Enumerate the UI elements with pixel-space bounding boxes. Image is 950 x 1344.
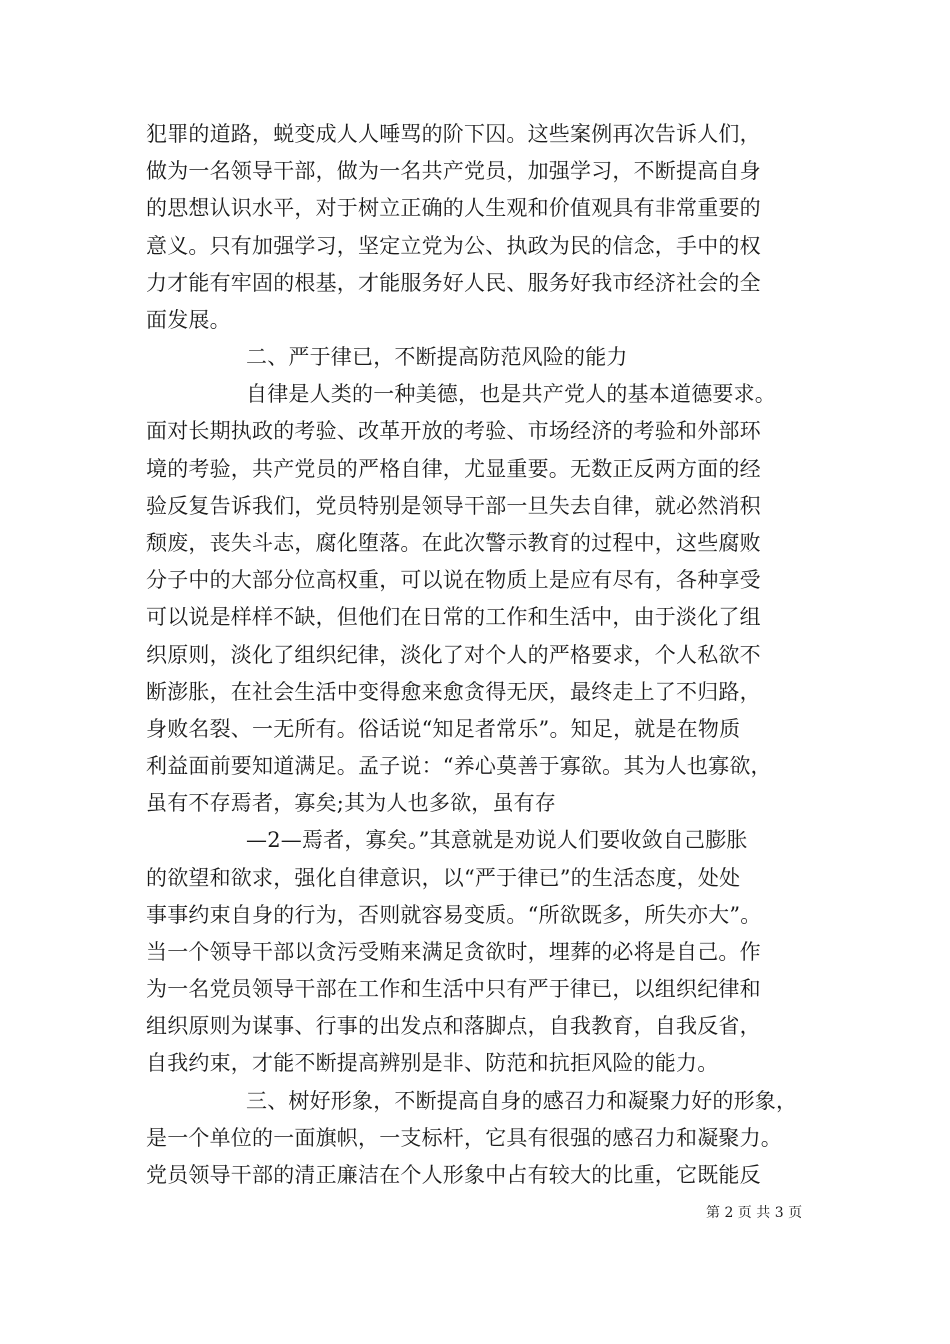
text-line: 可以说是样样不缺，但他们在日常的工作和生活中，由于淡化了组 [146, 605, 761, 629]
text-line: 为一名党员领导干部在工作和生活中只有严于律已，以组织纪律和 [146, 977, 761, 1001]
text-line: —2—焉者，寡矣。”其意就是劝说人们要收敛自己膨胀 [246, 828, 748, 852]
text-line: 利益面前要知道满足。孟子说：“养心莫善于寡欲。其为人也寡欲， [146, 754, 772, 778]
text-line: 当一个领导干部以贪污受贿来满足贪欲时，埋葬的必将是自己。作 [146, 940, 761, 964]
text-line: 身败名裂、一无所有。俗话说“知足者常乐”。知足，就是在物质 [146, 717, 741, 741]
text-line: 做为一名领导干部，做为一名共产党员，加强学习，不断提高自身 [146, 159, 761, 183]
text-line: 验反复告诉我们，党员特别是领导干部一旦失去自律，就必然消积 [146, 494, 761, 518]
text-line: 面对长期执政的考验、改革开放的考验、市场经济的考验和外部环 [146, 419, 761, 443]
page-footer: 第 2 页 共 3 页 [706, 1205, 803, 1221]
section-heading: 二、严于律已，不断提高防范风险的能力 [246, 345, 628, 369]
text-line: 组织原则为谋事、行事的出发点和落脚点，自我教育，自我反省， [146, 1014, 761, 1038]
text-line: 是一个单位的一面旗帜，一支标杆，它具有很强的感召力和凝聚力。 [146, 1126, 782, 1150]
text-line: 颓废，丧失斗志，腐化堕落。在此次警示教育的过程中，这些腐败 [146, 531, 761, 555]
text-line: 虽有不存焉者，寡矣;其为人也多欲，虽有存 [146, 791, 557, 815]
text-line: 断澎胀，在社会生活中变得愈来愈贪得无厌，最终走上了不归路， [146, 680, 761, 704]
text-line: 面发展。 [146, 308, 231, 332]
text-line: 境的考验，共产党员的严格自律，尤显重要。无数正反两方面的经 [146, 457, 761, 481]
text-line: 事事约束自身的行为，否则就容易变质。“所欲既多，所失亦大”。 [146, 903, 762, 927]
text-line: 意义。只有加强学习，坚定立党为公、执政为民的信念，手中的权 [146, 234, 761, 258]
text-line: 自我约束，才能不断提高辨别是非、防范和抗拒风险的能力。 [146, 1051, 719, 1075]
text-line: 织原则，淡化了组织纪律，淡化了对个人的严格要求，个人私欲不 [146, 643, 761, 667]
text-line: 自律是人类的一种美德，也是共产党人的基本道德要求。 [246, 382, 776, 406]
text-line: 力才能有牢固的根基，才能服务好人民、服务好我市经济社会的全 [146, 271, 761, 295]
text-line: 党员领导干部的清正廉洁在个人形象中占有较大的比重，它既能反 [146, 1163, 761, 1187]
text-line: 的思想认识水平，对于树立正确的人生观和价值观具有非常重要的 [146, 196, 761, 220]
text-line: 分子中的大部分位高权重，可以说在物质上是应有尽有，各种享受 [146, 568, 761, 592]
text-line: 的欲望和欲求，强化自律意识，以“严于律已”的生活态度，处处 [146, 866, 741, 890]
text-line: 犯罪的道路，蜕变成人人唾骂的阶下囚。这些案例再次告诉人们， [146, 122, 761, 146]
section-heading: 三、树好形象，不断提高自身的感召力和凝聚力好的形象， [246, 1089, 798, 1113]
